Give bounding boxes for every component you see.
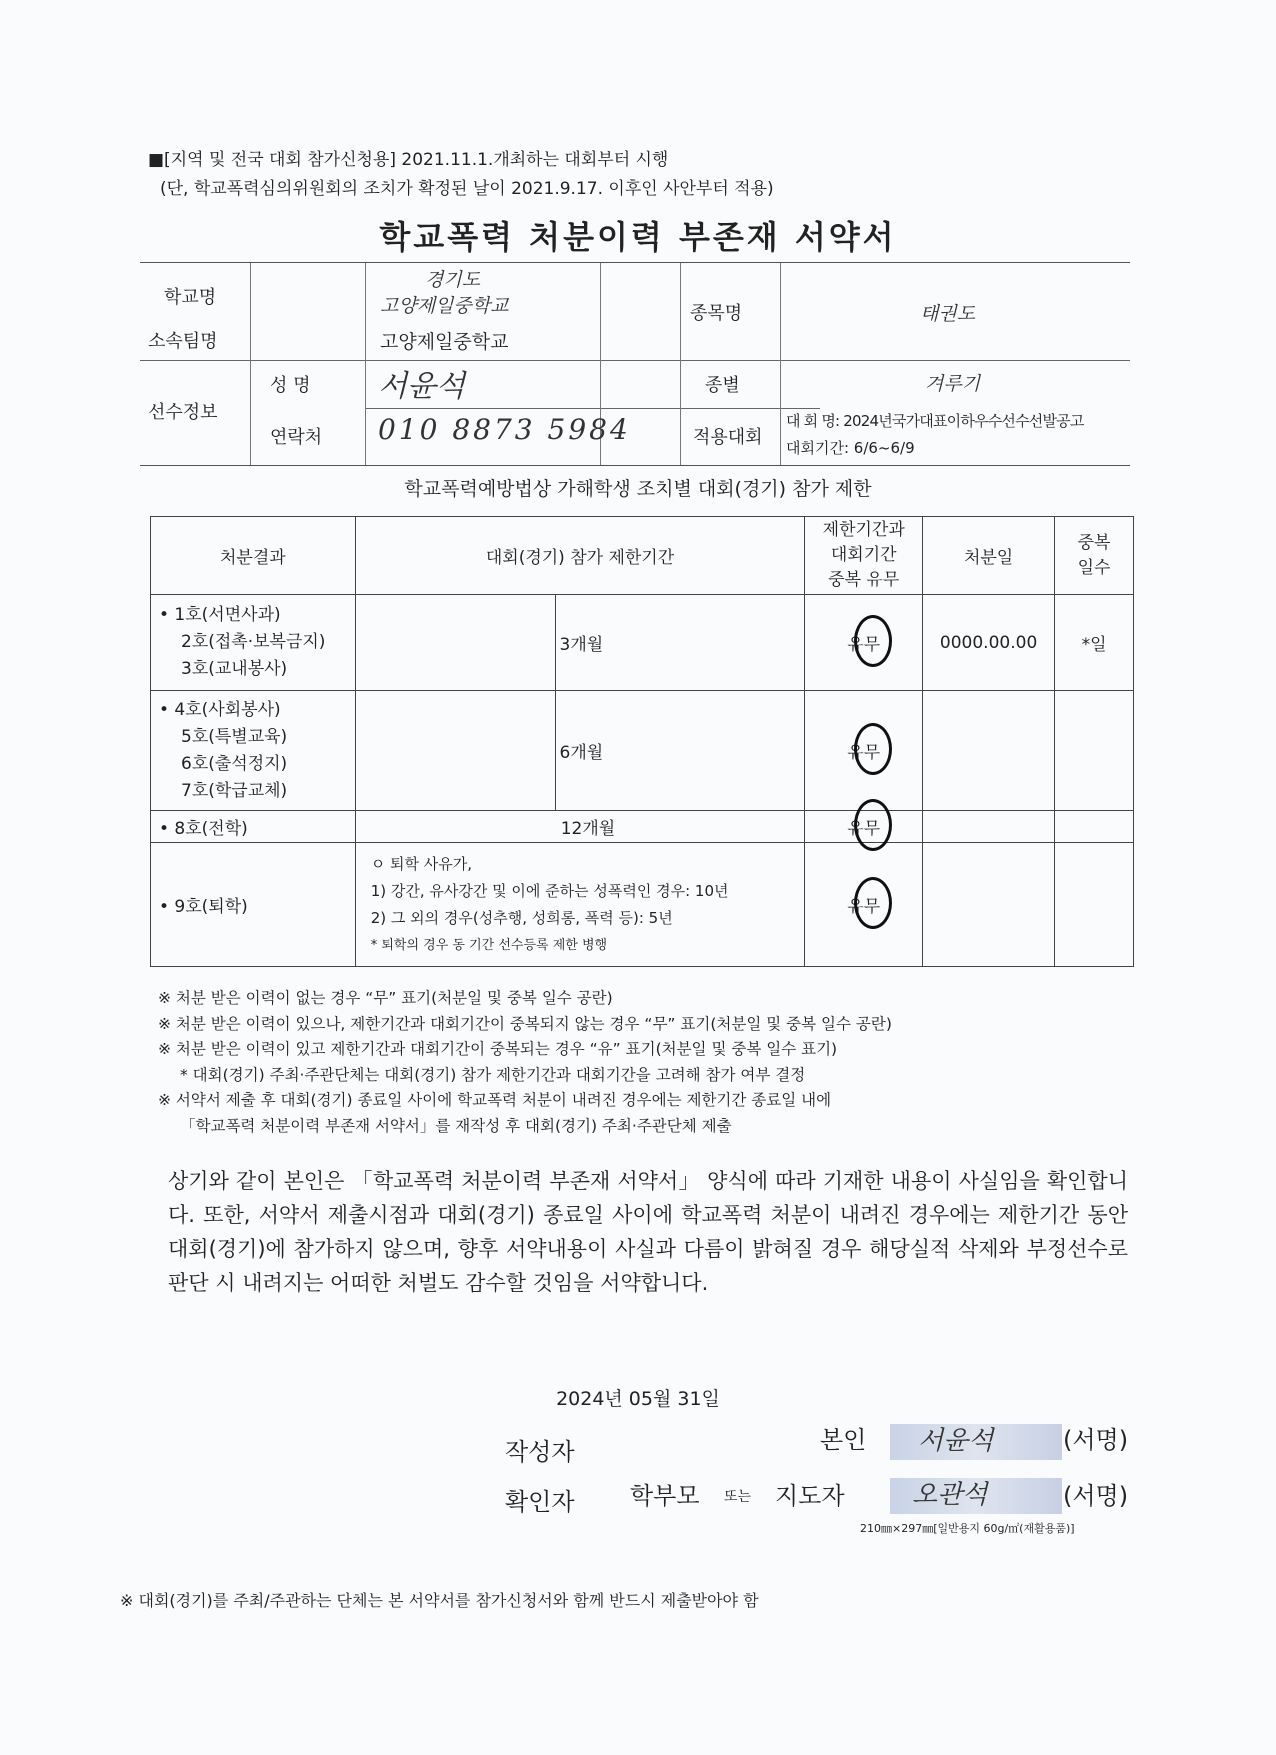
parent-label: 학부모 [630, 1482, 700, 1510]
category-value: 겨루기 [925, 373, 981, 395]
school-label: 학교명 [164, 287, 217, 308]
table-row [151, 595, 1134, 691]
result-cell: • 1호(서면사과) 2호(접촉·보복금지) 3호(교내봉사) [151, 595, 356, 691]
overlap-mark-circle [854, 615, 892, 667]
note-line: ※ 서약서 제출 후 대회(경기) 종료일 사이에 학교폭력 처분이 내려진 경우에는 제한기간 종료일 내에 [158, 1091, 832, 1109]
notice-line-1: ■[지역 및 전국 대회 참가신청용] 2021.11.1.개최하는 대회부터 시행 [148, 150, 669, 170]
overlap-cell: 유무 [805, 595, 923, 691]
footer-note: ※ 대회(경기)를 주최/주관하는 단체는 본 서약서를 참가신청서와 함께 반드시 제출받아야 함 [120, 1591, 759, 1610]
name-label: 성 명 [270, 375, 311, 396]
table-row [151, 691, 1134, 811]
notice-line-2: (단, 학교폭력심의위원회의 조치가 확정된 날이 2021.9.17. 이후인 사안부터 적용) [160, 179, 774, 199]
self-sign-suffix: (서명) [1063, 1426, 1129, 1454]
overlap-cell: 유무 [805, 843, 923, 967]
contact-label: 연락처 [270, 427, 323, 448]
header-result: 처분결과 [151, 517, 356, 595]
school-name: 고양제일중학교 [380, 295, 509, 317]
period-cell: 6개월 [555, 691, 805, 811]
document-title: 학교폭력 처분이력 부존재 서약서 [379, 218, 897, 256]
table-header-row [151, 517, 1134, 595]
sport-value: 태권도 [920, 303, 976, 325]
event-period: 대회기간: 6/6~6/9 [786, 439, 915, 457]
note-line: * 대회(경기) 주최·주관단체는 대회(경기) 참가 제한기간과 대회기간을 고려해 참가 여부 결정 [180, 1065, 806, 1084]
restriction-subtitle: 학교폭력예방법상 가해학생 조치별 대회(경기) 참가 제한 [404, 478, 872, 500]
name-value: 서윤석 [378, 369, 465, 404]
team-name: 고양제일중학교 [380, 331, 509, 353]
overlap-cell: 유무 [805, 691, 923, 811]
event-label: 적용대회 [693, 427, 763, 448]
info-form [140, 262, 1130, 466]
period-cell: 3개월 [555, 595, 805, 691]
note-line: 「학교폭력 처분이력 부존재 서약서」를 재작성 후 대회(경기) 주최·주관단체 제출 [180, 1116, 732, 1135]
result-cell: • 4호(사회봉사) 5호(특별교육) 6호(출석정지) 7호(학급교체) [151, 691, 356, 811]
document-date: 2024년 05월 31일 [556, 1388, 720, 1410]
days-cell: *일 [1055, 595, 1134, 691]
writer-label: 작성자 [505, 1438, 575, 1466]
table-row [151, 843, 1134, 967]
date-cell: 0000.00.00 [923, 595, 1055, 691]
or-label: 또는 [724, 1489, 752, 1505]
restriction-table [150, 516, 1134, 967]
coach-label: 지도자 [775, 1482, 845, 1510]
self-signature: 서윤석 [918, 1426, 994, 1456]
note-line: ※ 처분 받은 이력이 있고 제한기간과 대회기간이 중복되는 경우 “유” 표기(처분일 및 중복 일수 표기) [158, 1040, 838, 1058]
period-cell: 12개월 [355, 811, 805, 843]
player-info-label: 선수정보 [148, 402, 218, 423]
table-row [151, 811, 1134, 843]
result-cell: • 8호(전학) [151, 811, 356, 843]
coach-signature: 오관석 [912, 1480, 988, 1510]
team-label: 소속팀명 [148, 331, 218, 352]
header-period: 대회(경기) 참가 제한기간 [355, 517, 805, 595]
note-line: ※ 처분 받은 이력이 있으나, 제한기간과 대회기간이 중복되지 않는 경우 “무” 표기(처분일 및 중복 일수 공란) [158, 1014, 892, 1033]
note-line: ※ 처분 받은 이력이 없는 경우 “무” 표기(처분일 및 중복 일수 공란) [158, 989, 613, 1007]
result-cell: • 9호(퇴학) [151, 843, 356, 967]
coach-sign-suffix: (서명) [1063, 1482, 1129, 1510]
category-label: 종별 [705, 375, 740, 396]
contact-value: 010 8873 5984 [378, 413, 631, 446]
overlap-cell: 유무 [805, 811, 923, 843]
notes-block [158, 986, 892, 1139]
retire-cell: ㅇ 퇴학 사유가, 1) 강간, 유사강간 및 이에 준하는 성폭력인 경우: 10년 2) 그 외의 경우(성추행, 성희롱, 폭력 등): 5년 * 퇴학의 경우 동 기간 선수등록 제한 병행 [355, 843, 805, 967]
paper-spec: 210㎜×297㎜[일반용지 60g/㎡(재활용품)] [860, 1522, 1075, 1535]
header-overlap: 제한기간과 대회기간 중복 유무 [805, 517, 923, 595]
overlap-mark-circle [854, 877, 892, 929]
school-region: 경기도 [425, 269, 481, 291]
sport-label: 종목명 [690, 303, 743, 324]
confirm-label: 확인자 [505, 1488, 575, 1516]
header-days: 중복 일수 [1055, 517, 1134, 595]
declaration-text: 상기와 같이 본인은 「학교폭력 처분이력 부존재 서약서」 양식에 따라 기재한 내용이 사실임을 확인합니다. 또한, 서약서 제출시점과 대회(경기) 종료일 사이에 학교폭력 처분이 내려진 경우에는 제한기간 동안 대회(경기)에 참가하지 않으며, 향후 서약내용이 사실과 다름이 밝혀질 경우 해당실적 삭제와 부정선수로 판단 시 내려지는 어떠한 처벌도 감수할 것임을 서약합니다. [168, 1169, 1128, 1295]
event-name: 대 회 명: 2024년국가대표이하우수선수선발공고 [786, 412, 1084, 430]
self-label: 본인 [820, 1426, 867, 1454]
header-date: 처분일 [923, 517, 1055, 595]
overlap-mark-circle [854, 723, 892, 775]
